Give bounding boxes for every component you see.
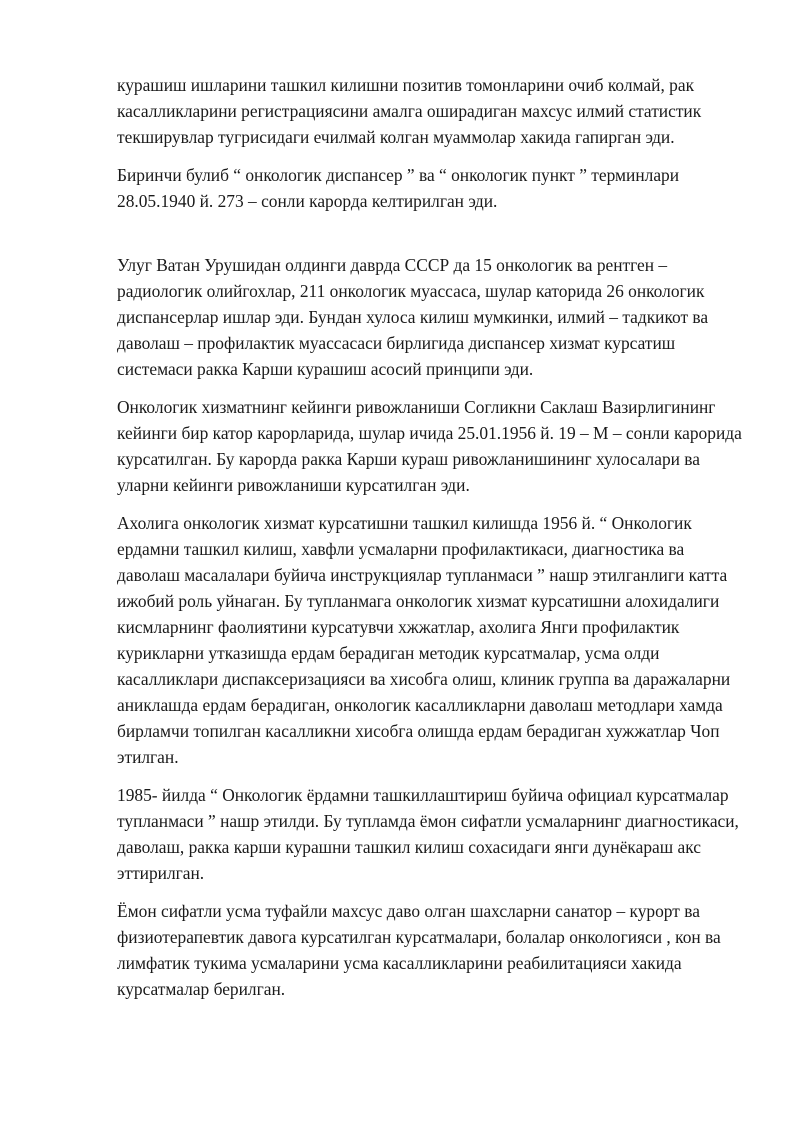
document-page (117, 72, 747, 1014)
paragraph: Биринчи булиб “ онкологик диспансер ” ва “ онкологик пункт ” терминлари 28.05.1940 й. 273 – сонли карорда келтирилган эди. (117, 165, 680, 211)
paragraph: Ахолига онкологик хизмат курсатишни ташкил килишда 1956 й. “ Онкологик ердамни ташкил килиш, хавфли усмаларни профилактикаси, диагностика ва даволаш масалалари буйича инструкциялар тупланмаси ” нашр этилганлиги катта ижобий роль уйнаган. Бу тупланмага онкологик хизмат курсатишни алохидалиги кисмларнинг фаолиятини курсатувчи хжжатлар, ахолига Янги профилактик курикларни утказишда ердам берадиган методик курсатмалар, усма олди касалликлари диспаксеризацияси ва хисобга олиш, клиник группа ва даражаларни аниклашда ердам берадиган, онкологик касалликларни даволаш методлари хамда бирламчи топилган касалликни хисобга олишда ердам берадиган хужжатлар Чоп этилган. (117, 513, 731, 767)
paragraph: Улуг Ватан Урушидан олдинги даврда СССР да 15 онкологик ва рентген – радиологик олийгохлар, 211 онкологик муассаса, шулар каторида 26 онкологик диспансерлар ишлар эди. Бундан хулоса килиш мумкинки, илмий – тадкикот ва даволаш – профилактик муассасаси бирлигида диспансер хизмат курсатиш системаси ракка Карши курашиш асосий принципи эди. (117, 255, 709, 379)
paragraph: Ёмон сифатли усма туфайли махсус даво олган шахсларни санатор – курорт ва физиотерапевтик давога курсатилган курсатмалари, болалар онкологияси , кон ва лимфатик тукима усмаларини усма касалликларини реабилитацияси хакида курсатмалар берилган. (117, 901, 721, 999)
paragraph: 1985- йилда “ Онкологик ёрдамни ташкиллаштириш буйича официал курсатмалар тупланмаси ” нашр этилди. Бу тупламда ёмон сифатли усмаларнинг диагностикаси, даволаш, ракка карши курашни ташкил килиш сохасидаги янги дунёкараш акс эттирилган. (117, 785, 739, 883)
paragraph: Онкологик хизматнинг кейинги ривожланиши Согликни Саклаш Вазирлигининг кейинги бир катор карорларида, шулар ичида 25.01.1956 й. 19 – М – сонли карорида курсатилган. Бу карорда ракка Карши кураш ривожланишининг хулосалари ва уларни кейинги ривожланиши курсатилган эди. (117, 397, 742, 495)
paragraph: курашиш ишларини ташкил килишни позитив томонларини очиб колмай, рак касалликларини регистрациясини амалга оширадиган махсус илмий статистик текширувлар тугрисидаги ечилмай колган муаммолар хакида гапирган эди. (117, 75, 702, 147)
